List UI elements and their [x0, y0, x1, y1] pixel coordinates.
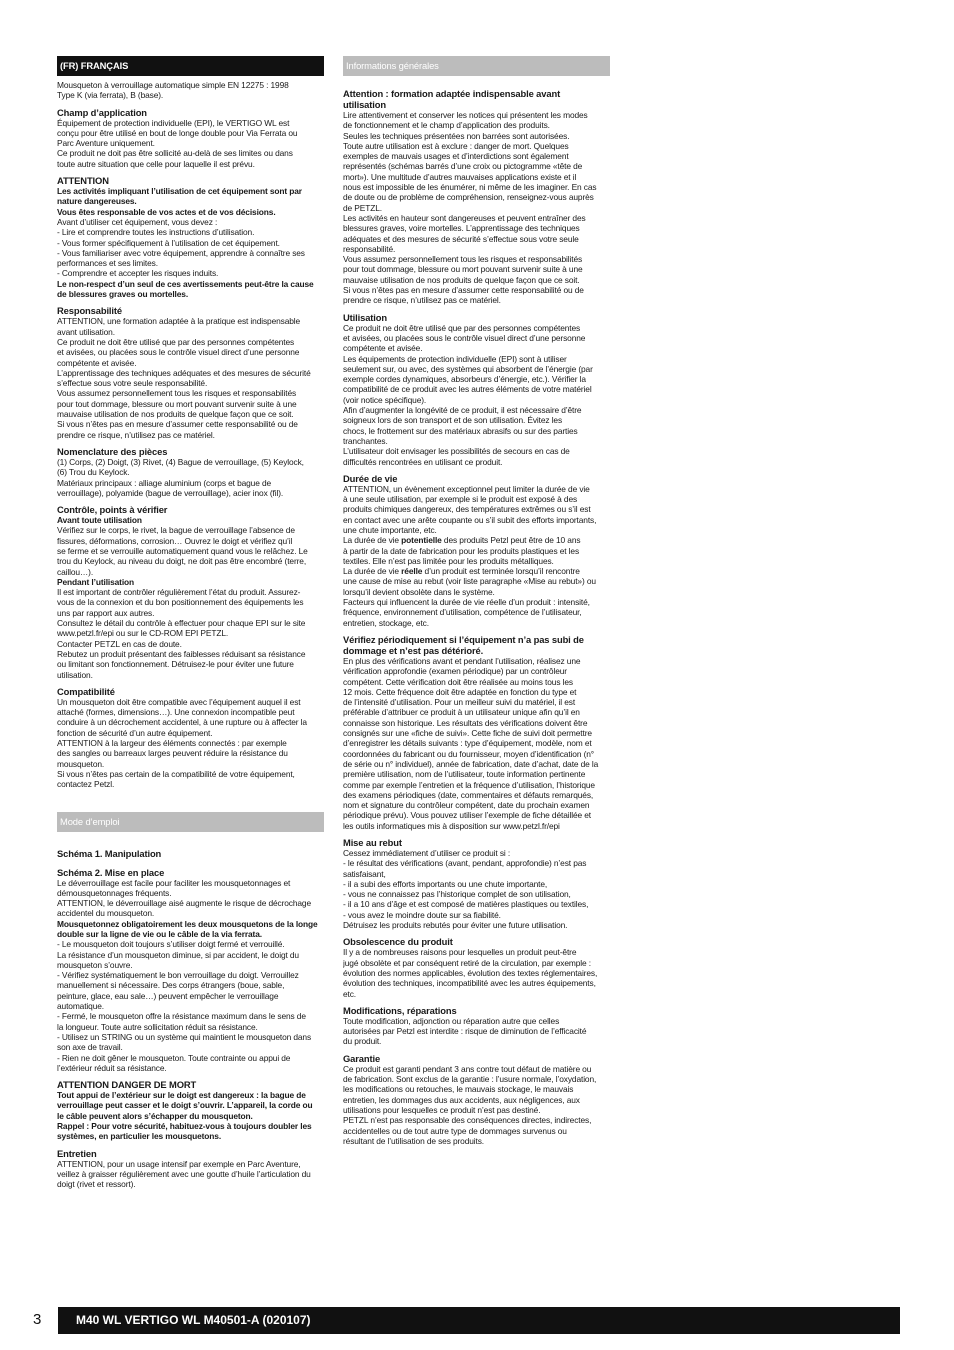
text-line: avant utilisation. — [57, 326, 115, 337]
text-line: utilisation. — [57, 669, 93, 680]
text-line: Parc Aventure uniquement. — [57, 138, 155, 149]
text-line: Les activités impliquant l’utilisation de cet équipement sont par — [57, 186, 302, 197]
text-line: l’extérieur réduit sa résistance. — [57, 1062, 167, 1073]
schema-2-body-2 — [57, 939, 324, 1073]
text-line: compatibilité de ce produit avec les autres éléments de votre matériel — [343, 384, 592, 395]
text-line: attaché (formes, dimensions…). Une connexion incompatible peut — [57, 707, 295, 718]
text-line: Ce produit ne doit être utilisé que par des personnes compétentes — [57, 336, 295, 347]
section-title-garantie: Garantie — [343, 1052, 381, 1064]
text-line: (voir notice spécifique). — [343, 394, 427, 405]
text-line: comme par exemple l’entretien et la fréquence d’utilisation, l’historique — [343, 779, 595, 790]
text-line: en contact avec une arête coupante ou s’il subit des efforts importants, — [343, 514, 597, 525]
text-line: www.petzl.fr/epi ou sur le CD-ROM EPI PETZL. — [57, 628, 229, 639]
text-line: s’effectue sous votre seule responsabilité. — [57, 378, 208, 389]
section-title-controle: Contrôle, points à vérifier — [57, 504, 168, 516]
duree-body-1 — [343, 484, 610, 535]
text-line: se ferme et se verrouille automatiquement quand vous le relâchez. Le — [57, 545, 308, 556]
text-line: de fonctionnement et le champ d’application des produits. — [343, 120, 550, 131]
text-line: une cause de mise au rebut (voir liste paragraphe «Mise au rebut») ou — [343, 576, 596, 587]
language-header: (FR) FRANÇAIS — [57, 56, 324, 76]
text-line: - Vous former spécifiquement à l’utilisation de cet équipement. — [57, 237, 280, 248]
text-line: prendre ce risque, n’utilisez pas ce matériel. — [57, 429, 215, 440]
text-line: 12 mois. Cette fréquence doit être adaptée en fonction du type et — [343, 686, 577, 697]
text-line: ATTENTION à la largeur des éléments connectés : par exemple — [57, 738, 287, 749]
schema-2-title: Schéma 2. Mise en place — [57, 866, 165, 878]
section-title-verif — [343, 634, 610, 656]
text-line: connaisse son historique. Les résultats des vérifications doivent être — [343, 717, 588, 728]
text-line: double sur la ligne de vie ou le câble de la via ferrata. — [57, 929, 262, 939]
text-line: de fabrication. Sont exclus de la garantie : l’usure normale, l’oxydation, — [343, 1074, 597, 1085]
text-line: tranchantes. — [343, 435, 388, 446]
text-line: En plus des vérifications avant et pendant l’utilisation, réalisez une — [343, 655, 581, 666]
section-title-entretien: Entretien — [57, 1147, 97, 1159]
text-line: jugé obsolète et par conséquent retiré de la circulation, par exemple : — [343, 957, 592, 968]
text-line: les modifications ou retouches, le mauvais stockage, le mauvais — [343, 1084, 574, 1095]
text-line: adéquates et des mesures de sécurité s’effectue sous votre seule — [343, 233, 579, 244]
text-line: pour tout dommage, blessure ou mort pouvant survenir suite à une — [57, 398, 297, 409]
text-line: fréquence, environnement d’utilisation, compétence de l’utilisateur, — [343, 607, 582, 618]
text-line: pour tout dommage, blessure ou mort pouvant survenir suite à une — [343, 264, 583, 275]
text-line: Les activités en hauteur sont dangereuses et peuvent entraîner des — [343, 212, 586, 223]
text-line: Le non-respect d’un seul de ces avertissements peut-être la cause — [57, 278, 314, 289]
text-line: Détruisez les produits rebutés pour éviter une future utilisation. — [343, 920, 568, 931]
text-line: représentés (schémas barrés d’une croix ou pictogramme «tête de — [343, 161, 583, 172]
text-line: entretien, les dommages dus aux accidents, aux négligences, aux — [343, 1094, 580, 1105]
text-line: Mousquetonnez obligatoirement les deux mousquetons de la longe — [57, 918, 318, 929]
footer-title: M40 WL VERTIGO WL M40501-A (020107) — [76, 1313, 311, 1327]
text-line: Tout appui de l’extérieur sur le doigt est dangereux : la bague de — [57, 1090, 306, 1101]
text-line: Consultez le détail du contrôle à effectuer pour chaque EPI sur le site — [57, 618, 306, 629]
text-line: utilisation — [343, 99, 386, 110]
text-line: Toute autre utilisation est à exclure : danger de mort. Quelques — [343, 140, 569, 151]
text-line: - il a 10 ans d’âge et est composé de matières plastiques ou textiles, — [343, 899, 589, 910]
text-line: Si vous n’êtes pas certain de la compatibilité de votre équipement, — [57, 768, 295, 779]
text-line: contactez Petzl. — [57, 779, 115, 790]
text-line: accidentel du mousqueton. — [57, 908, 155, 919]
text-line: ou limitant son fonctionnement. Détruisez-le pour éviter une future — [57, 659, 294, 670]
text-line: - Utilisez un STRING ou un système qui maintient le mousqueton dans — [57, 1031, 312, 1042]
section-title-utilisation: Utilisation — [343, 311, 387, 323]
text-line: Ce produit est garanti pendant 3 ans contre tout défaut de matière ou — [343, 1063, 592, 1074]
right-column — [343, 56, 610, 1256]
text-line: compétente et avisée. — [343, 343, 423, 354]
section-body-obsolescence — [343, 947, 610, 998]
text-line: L’apprentissage des techniques adéquates et des mesures de sécurité — [57, 367, 311, 378]
duree-body-2 — [343, 546, 610, 567]
controle-subtitle-avant: Avant toute utilisation — [57, 515, 142, 526]
text-line: nom et signature du contrôleur compétent, date du prochain examen — [343, 800, 590, 811]
text-line: ATTENTION, un évènement exceptionnel peut limiter la durée de vie — [343, 483, 590, 494]
page-number: 3 — [33, 1311, 42, 1328]
text-line: conçu pour être utilisé en bout de longe double pour Via Ferrata ou — [57, 127, 298, 138]
section-body-rebut — [343, 848, 610, 930]
text-line: résultant de l’utilisation de ses produits. — [343, 1135, 485, 1146]
text-line: Équipement de protection individuelle (EPI), le VERTIGO WL est — [57, 117, 290, 128]
text-line: utilisations pour lesquelles ce produit n’est pas destiné. — [343, 1104, 541, 1115]
text-line: dommage et n’est pas détérioré. — [343, 644, 484, 656]
text-line: nature dangereuses. — [57, 196, 137, 207]
text-line: trou du Keylock, au niveau du doigt, ne doit pas être encombré (terre, — [57, 556, 307, 567]
text-line: du produit. — [343, 1036, 382, 1047]
text-line: responsabilité. — [343, 243, 396, 254]
text-line: mort»). Une multitude d’autres mauvaises applications existe et il — [343, 171, 577, 182]
text-line: Rappel : Pour votre sécurité, habituez-vous à toujours doubler les — [57, 1121, 312, 1132]
text-line: évolution des techniques, incompatibilité avec les autres équipements, — [343, 978, 596, 989]
section-title-rebut: Mise au rebut — [343, 837, 402, 848]
text-line: seulement sur, ou avec, des systèmes qui absorbent de l’énergie (par — [343, 363, 593, 374]
text-line: prendre ce risque, n’utilisez pas ce matériel. — [343, 295, 501, 306]
product-intro — [57, 80, 324, 101]
text-line: - Comprendre et accepter les risques induits. — [57, 268, 219, 279]
text-line: PETZL n’est pas responsable des conséquences directes, indirectes, — [343, 1115, 592, 1126]
text-line: manuellement si nécessaire. Des corps étrangers (boue, sable, — [57, 980, 285, 991]
text-line: Facteurs qui influencent la durée de vie réelle d’un produit : intensité, — [343, 597, 590, 608]
text-line: (1) Corps, (2) Doigt, (3) Rivet, (4) Bague de verrouillage, (5) Keylock, — [57, 456, 304, 467]
text-line: - Vous familiariser avec votre équipement, apprendre à connaître ses — [57, 247, 305, 258]
schema-1-title: Schéma 1. Manipulation — [57, 847, 162, 859]
text-line: Attention : formation adaptée indispensable avant — [343, 88, 561, 99]
text-line: une chute importante, etc. — [343, 524, 437, 535]
text-line: Un mousqueton doit être compatible avec l’équipement auquel il est — [57, 696, 301, 707]
text-line: Vous assumez personnellement tous les risques et responsabilités — [343, 254, 583, 265]
text-line: d’enregistrer les détails suivants : type d’équipement, modèle, nom et — [343, 738, 592, 749]
text-line: uns par rapport aux autres. — [57, 607, 155, 618]
text-line: à partir de la date de fabrication pour les produits plastiques et les — [343, 545, 580, 556]
section-title-obsolescence: Obsolescence du produit — [343, 936, 453, 948]
section-body-compatibilite — [57, 697, 324, 790]
text-line: Les équipements de protection individuelle (EPI) sont à utiliser — [343, 353, 567, 364]
text-line: Mousqueton à verrouillage automatique simple EN 12275 : 1998 — [57, 80, 289, 90]
text-line: automatique. — [57, 1001, 104, 1012]
section-body-entretien — [57, 1159, 324, 1190]
text-line: Type K (via ferrata), B (base). — [57, 90, 164, 101]
section-body-responsabilite — [57, 316, 324, 440]
text-line: Lire attentivement et conserver les notices qui présentent les modes — [343, 110, 588, 120]
section-title-formation — [343, 88, 610, 110]
text-line: soigneux lors de son transport et de son utilisation. Évitez les — [343, 415, 563, 426]
attention-warning — [57, 186, 324, 217]
text-line: de série ou n° individuel), année de fabrication, date d’achat, date de la — [343, 758, 599, 769]
text-line: systèmes, en particulier les mousquetons. — [57, 1131, 222, 1142]
section-body-nomenclature — [57, 457, 324, 498]
text-line: fissures, déformations, corrosion… Ouvrez le doigt et vérifiez qu’il — [57, 535, 293, 546]
controle-body-pendant — [57, 587, 324, 680]
text-line: Rebutez un produit présentant des faiblesses réduisant sa résistance — [57, 648, 306, 659]
text-line: - Le mousqueton doit toujours s’utiliser doigt fermé et verrouillé. — [57, 939, 285, 950]
text-line: doigt (rivet et ressort). — [57, 1179, 136, 1190]
text-line: évolution des normes applicables, évolution des textes réglementaires, — [343, 967, 598, 978]
section-body-verif — [343, 656, 610, 831]
section-title-danger: ATTENTION DANGER DE MORT — [57, 1079, 197, 1091]
text-line: satisfaisant, — [343, 868, 386, 879]
text-line: - il a subi des efforts importants ou une chute importante, — [343, 878, 548, 889]
text-line: ATTENTION, pour un usage intensif par exemple en Parc Aventure, — [57, 1158, 301, 1169]
text-line: des examens périodiques (date, commentaires et défauts remarqués, — [343, 789, 594, 800]
section-title-responsabilite: Responsabilité — [57, 305, 123, 317]
duree-reelle-line: La durée de vie réelle d’un produit est terminée lorsqu’il rencontre — [343, 566, 580, 577]
text-line: peinture, glace, eau sale…) peuvent empêcher le verrouillage — [57, 990, 279, 1001]
text-line: Seules les techniques présentées non barrées sont autorisées. — [343, 130, 570, 141]
text-line: - Vérifiez systématiquement le bon verrouillage du doigt. Verrouillez — [57, 970, 299, 981]
text-line: verrouillage), polyamide (bague de verrouillage), acier inox (fil). — [57, 487, 284, 498]
text-line: - vous ne connaissez pas l’historique complet de son utilisation, — [343, 889, 571, 900]
text-line: de PETZL. — [343, 202, 382, 213]
text-line: les outils informatiques mis à disposition sur www.petzl.fr/epi — [343, 820, 560, 831]
duree-potentielle-line: La durée de vie potentielle des produits Petzl peut être de 10 ans — [343, 535, 581, 546]
text-line: coordonnées du fabricant ou du fournisseur, moyen d’identification (n° — [343, 748, 595, 759]
attention-warning-2 — [57, 279, 324, 300]
text-line: de l’intensité d’utilisation. Pour un meilleur suivi du matériel, il est — [343, 697, 576, 708]
text-line: exemples de mauvais usages et d’interdictions sont également — [343, 151, 569, 162]
text-line: ATTENTION, une formation adaptée à la pratique est indispensable — [57, 316, 301, 327]
text-line: Vous êtes responsable de vos actes et de vos décisions. — [57, 206, 276, 217]
text-line: Vérifiez sur le corps, le rivet, la bague de verrouillage l’absence de — [57, 525, 295, 536]
text-line: Matériaux principaux : alliage aluminium (corps et bague de — [57, 477, 272, 488]
text-line: première utilisation, nom de l’utilisateur, toute information pertinente — [343, 769, 586, 780]
text-line: - Fermé, le mousqueton offre la résistance maximum dans le sens de — [57, 1011, 306, 1022]
text-line: Avant d’utiliser cet équipement, vous devez : — [57, 216, 218, 227]
text-line: compétent. Cette vérification doit être réalisée au moins tous les — [343, 676, 573, 687]
text-line: et avisées, ou placées sous le contrôle visuel direct d’une personne — [57, 347, 300, 358]
text-line: de blessures graves ou mortelles. — [57, 289, 189, 300]
left-column — [57, 56, 324, 1276]
text-line: mousqueton. — [57, 758, 105, 769]
text-line: lorsqu’il devient obsolète dans le système. — [343, 586, 495, 597]
text-line: Il est important de contrôler régulièrement l’état du produit. Assurez- — [57, 587, 301, 598]
text-line: L’utilisateur doit envisager les possibilités de secours en cas de — [343, 446, 570, 457]
text-line: Ce produit ne doit pas être sollicité au-delà de ses limites ou dans — [57, 148, 293, 159]
text-line: conduire à un décrochement accidentel, à une rupture ou à affecter la — [57, 717, 307, 728]
text-line: mauvaise utilisation de nos produits de quelque façon que ce soit. — [57, 409, 294, 420]
section-body-formation — [343, 110, 610, 306]
text-line: nous est impossible de les énumérer, ni même de les imaginer. En cas — [343, 182, 597, 193]
controle-subtitle-pendant: Pendant l’utilisation — [57, 576, 135, 587]
text-line: Cessez immédiatement d’utiliser ce produit si : — [343, 848, 511, 858]
duree-body-3 — [343, 576, 610, 627]
section-title-modifications: Modifications, réparations — [343, 1004, 457, 1016]
section-body-utilisation — [343, 323, 610, 467]
controle-body-avant — [57, 525, 324, 576]
text-line: difficultés rencontrées en utilisant ce produit. — [343, 456, 503, 467]
text-line: son axe de travail. — [57, 1042, 123, 1053]
text-line: - le résultat des vérifications (avant, pendant, approfondie) n’est pas — [343, 858, 587, 869]
text-line: la longueur. Toute autre sollicitation réduit sa résistance. — [57, 1021, 258, 1032]
text-line: - Lire et comprendre toutes les instructions d’utilisation. — [57, 227, 255, 238]
text-line: Si vous n’êtes pas en mesure d’assumer cette responsabilité ou de — [343, 285, 584, 296]
text-line: blessures graves, voire mortelles. L’apprentissage des techniques — [343, 223, 580, 234]
schema-2-body — [57, 878, 324, 919]
text-line: vérification approfondie (examen périodique) par un contrôleur — [343, 666, 567, 677]
text-line: autorisées par Petzl est interdite : risque de diminution de l’efficacité — [343, 1026, 587, 1037]
text-line: vous de la connexion et du bon positionnement des équipements les — [57, 597, 304, 608]
text-line: fonction de sécurité d’un autre équipement. — [57, 727, 213, 738]
text-line: (6) Trou du Keylock. — [57, 467, 130, 478]
text-line: Vérifiez périodiquement si l’équipement n’a pas subi de — [343, 633, 584, 645]
text-line: performances et ses limites. — [57, 258, 158, 269]
text-line: consignés sur une «fiche de suivi». Cette fiche de suivi doit permettre — [343, 728, 592, 739]
text-line: - vous avez le moindre doute sur sa fiabilité. — [343, 909, 501, 920]
text-line: accidentelles ou de tout autre type de dommages survenus ou — [343, 1125, 567, 1136]
text-line: Si vous n’êtes pas en mesure d’assumer cette responsabilité ou de — [57, 419, 298, 430]
text-line: Il y a de nombreuses raisons pour lesquelles un produit peut-être — [343, 947, 577, 958]
text-line: des sangles ou barreaux larges peuvent réduire la résistance du — [57, 748, 288, 759]
mode-emploi-header: Mode d’emploi — [57, 812, 324, 832]
section-body-modifications — [343, 1016, 610, 1047]
section-title-compatibilite: Compatibilité — [57, 685, 115, 697]
danger-body — [57, 1090, 324, 1141]
text-line: textiles. Elle n’est pas limitée pour les produits métalliques. — [343, 555, 554, 566]
text-line: entretien, stockage, etc. — [343, 617, 429, 628]
section-title-nomenclature: Nomenclature des pièces — [57, 445, 168, 457]
text-line: préférable d’attribuer ce produit à un utilisateur unique afin qu’il en — [343, 707, 580, 718]
section-title-duree: Durée de vie — [343, 472, 398, 484]
text-line: caillou…). — [57, 566, 94, 577]
attention-body — [57, 217, 324, 279]
text-line: veillez à graisser régulièrement avec une goutte d’huile l’articulation du — [57, 1168, 311, 1179]
text-line: mauvaise utilisation de nos produits de quelque façon que ce soit. — [343, 274, 580, 285]
text-line: de doute ou de problème de compréhension, renseignez-vous auprès — [343, 192, 594, 203]
section-body-champ — [57, 118, 324, 169]
footer-bar — [58, 1307, 900, 1334]
text-line: périodique prévu). Vous pouvez utiliser l’exemple de fiche détaillée et — [343, 810, 592, 821]
text-line: Ce produit ne doit être utilisé que par des personnes compétentes — [343, 322, 581, 333]
text-line: Afin d’augmenter la longévité de ce produit, il est nécessaire d’être — [343, 405, 582, 416]
text-line: le câble peuvent alors s’échapper du mousqueton. — [57, 1110, 253, 1121]
section-title-champ: Champ d’application — [57, 106, 147, 118]
section-body-garantie — [343, 1064, 610, 1146]
text-line: toute autre situation que celle pour laquelle il est prévu. — [57, 158, 255, 169]
section-title-attention: ATTENTION — [57, 175, 109, 187]
text-line: et avisées, ou placées sous le contrôle visuel direct d’une personne — [343, 332, 586, 343]
text-line: compétente et avisée. — [57, 357, 137, 368]
text-line: verrouillage peut casser et le doigt s’ouvrir. L’appareil, la corde ou — [57, 1100, 313, 1111]
text-line: - Rien ne doit gêner le mousqueton. Toute contrainte ou appui de — [57, 1052, 291, 1063]
text-line: démousquetonnages fréquents. — [57, 887, 172, 898]
text-line: ATTENTION, le déverrouillage aisé augmente le risque de décrochage — [57, 898, 312, 909]
text-line: mousqueton s’ouvre. — [57, 959, 133, 970]
text-line: chocs, le frottement sur des matériaux abrasifs ou sur des parties — [343, 425, 578, 436]
schema-2-warning — [57, 919, 324, 940]
text-line: à une seule utilisation, par exemple si le produit est exposé à des — [343, 494, 578, 505]
text-line: Toute modification, adjonction ou réparation autre que celles — [343, 1015, 560, 1026]
text-line: Contacter PETZL en cas de doute. — [57, 638, 182, 649]
text-line: produits chimiques dangereux, des températures extrêmes ou s’il est — [343, 504, 591, 515]
text-line: etc. — [343, 988, 357, 999]
text-line: Vous assumez personnellement tous les risques et responsabilités — [57, 388, 297, 399]
general-info-header: Informations générales — [343, 56, 610, 76]
text-line: La résistance d’un mousqueton diminue, si par accident, le doigt du — [57, 949, 299, 960]
text-line: exemple cordes dynamiques, absorbeurs d’énergie, etc.). Vérifier la — [343, 374, 586, 385]
text-line: Le déverrouillage est facile pour faciliter les mousquetonnages et — [57, 877, 291, 888]
